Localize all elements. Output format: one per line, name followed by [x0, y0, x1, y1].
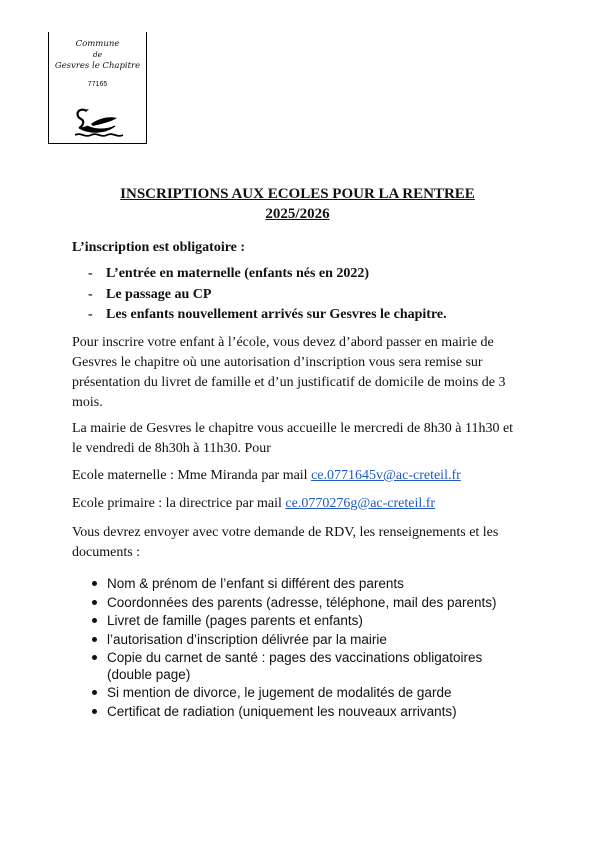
cases-list: [88, 264, 447, 326]
list-item: Si mention de divorce, le jugement de modalités de garde: [90, 685, 530, 702]
paragraph-documents-intro: Vous devrez envoyer avec votre demande de RDV, les renseignements et les documents :: [72, 525, 499, 560]
paragraph-procedure: Pour inscrire votre enfant à l’école, vous devez d’abord passer en mairie de Gesvres le chapitre où une autorisation d’inscription vous sera remise sur présentation du livret de famille et d’un justificatif de domicile de moins de 3 mois.: [72, 335, 506, 410]
primaire-label: Ecole primaire : la directrice par mail: [72, 496, 286, 511]
logo-commune: Commune: [75, 39, 120, 49]
maternelle-contact: [72, 466, 524, 486]
list-item: - L’entrée en maternelle (enfants nés en 2022): [88, 264, 447, 285]
title-line-2: 2025/2026: [265, 206, 330, 222]
swan-icon: [71, 106, 127, 140]
list-item: Coordonnées des parents (adresse, téléphone, mail des parents): [90, 595, 530, 612]
logo-de: de: [92, 50, 103, 59]
logo-postcode: 77165: [87, 81, 108, 88]
title-line-1: INSCRIPTIONS AUX ECOLES POUR LA RENTREE: [120, 186, 475, 202]
list-item: Copie du carnet de santé : pages des vaccinations obligatoires (double page): [90, 650, 530, 683]
primaire-contact: [72, 494, 524, 514]
logo-town-name: Gesvres le Chapitre: [54, 61, 141, 71]
list-item: Nom & prénom de l’enfant si différent des parents: [90, 576, 530, 593]
list-item: - Les enfants nouvellement arrivés sur Gesvres le chapitre.: [88, 305, 447, 326]
paragraph-hours: La mairie de Gesvres le chapitre vous accueille le mercredi de 8h30 à 11h30 et le vendredi de 8h30h à 11h30. Pour: [72, 421, 514, 456]
documents-list: [90, 576, 530, 722]
page-title: [70, 184, 525, 224]
list-item: l’autorisation d’inscription délivrée par la mairie: [90, 632, 530, 649]
commune-logo: [48, 32, 147, 144]
obligation-heading: L’inscription est obligatoire :: [72, 240, 246, 255]
primaire-email-link[interactable]: ce.0770276g@ac-creteil.fr: [285, 496, 436, 511]
maternelle-email-link[interactable]: ce.0771645v@ac-creteil.fr: [311, 468, 461, 483]
list-item: Livret de famille (pages parents et enfants): [90, 613, 530, 630]
list-item: - Le passage au CP: [88, 285, 447, 306]
list-item: Certificat de radiation (uniquement les nouveaux arrivants): [90, 704, 530, 721]
maternelle-label: Ecole maternelle : Mme Miranda par mail: [72, 468, 312, 483]
